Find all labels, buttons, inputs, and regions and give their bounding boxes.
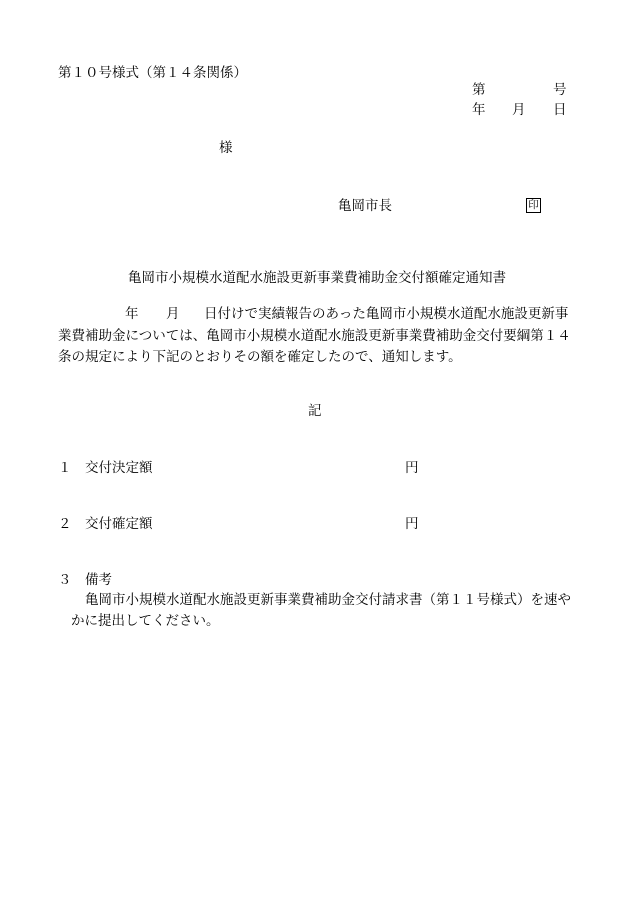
doc-number-suffix: 号 [553,82,567,98]
addressee-honorific: 様 [219,140,233,156]
item-unit-yen: 円 [405,516,419,532]
item-number: ２ [58,516,72,532]
seal-mark: 印 [526,198,541,213]
body-line-1: 日付けで実績報告のあった亀岡市小規模水道配水施設更新事 [204,306,569,322]
item-unit-yen: 円 [405,460,419,476]
body-line-3: 条の規定により下記のとおりその額を確定したので、通知します。 [58,349,462,365]
remarks-line-1: 亀岡市小規模水道配水施設更新事業費補助金交付請求書（第１１号様式）を速や [85,592,571,608]
sender-title: 亀岡市長 [338,198,392,214]
date-year: 年 [472,102,486,118]
item-number: ３ [58,572,72,588]
ki-heading: 記 [308,403,322,419]
item-label-confirmed-amount: 交付確定額 [85,516,153,532]
doc-number-prefix: 第 [472,82,486,98]
item-number: １ [58,460,72,476]
document-title: 亀岡市小規模水道配水施設更新事業費補助金交付額確定通知書 [128,270,506,286]
body-month: 月 [166,306,180,322]
body-year: 年 [125,306,139,322]
form-number: 第１０号様式（第１４条関係） [58,65,247,81]
body-line-2: 業費補助金については、亀岡市小規模水道配水施設更新事業費補助金交付要綱第１４ [58,328,571,344]
date-day: 日 [553,102,567,118]
item-label-remarks: 備考 [85,572,112,588]
item-label-decided-amount: 交付決定額 [85,460,153,476]
remarks-line-2: かに提出してください。 [71,613,220,629]
date-month: 月 [512,102,526,118]
